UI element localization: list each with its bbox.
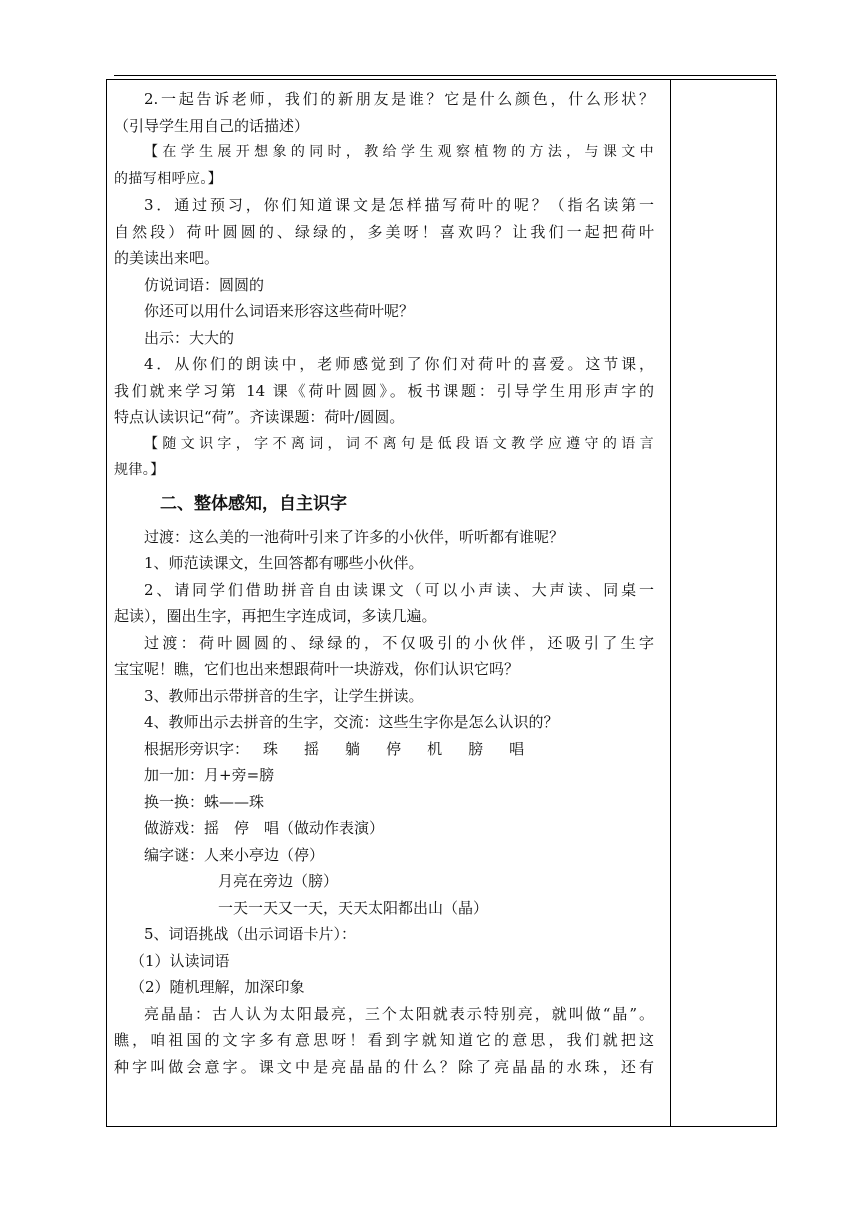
paragraph-line: 一天一天又一天，天天太阳都出山（晶） xyxy=(218,898,489,917)
paragraph-line: 2.一起告诉老师，我们的新朋友是谁？它是什么颜色，什么形状？ xyxy=(144,90,654,108)
lesson-plan-text xyxy=(114,86,654,1080)
paragraph-line: 4、教师出示去拼音的生字，交流：这些生字你是怎么认识的？ xyxy=(144,713,559,731)
paragraph-line: 瞧，咱祖国的文字多有意思呀！看到字就知道它的意思，我们就把这 xyxy=(114,1031,654,1049)
character-item: 停 xyxy=(386,739,402,758)
paragraph-line: 3、教师出示带拼音的生字，让学生拼读。 xyxy=(144,686,424,705)
word-games-section xyxy=(114,762,654,1080)
table-bottom-border xyxy=(106,1126,777,1127)
character-item: 珠 xyxy=(263,739,279,758)
paragraph-line: （2）随机理解，加深印象 xyxy=(130,978,305,996)
intro-section xyxy=(114,86,654,484)
paragraph-line: 月亮在旁边（膀） xyxy=(218,872,339,890)
table-left-border xyxy=(106,79,107,1127)
character-item: 膀 xyxy=(468,739,484,758)
paragraph-line: （1）认读词语 xyxy=(130,951,230,970)
paragraph-line: 编字谜：人来小亭边（停） xyxy=(144,845,325,864)
paragraph-line: 【在学生展开想象的同时，教给学生观察植物的方法，与课文中 xyxy=(144,144,654,160)
paragraph-line: 规律。】 xyxy=(114,462,165,478)
paragraph-line: 自然段）荷叶圆圆的、绿绿的，多美呀！喜欢吗？让我们一起把荷叶 xyxy=(114,222,654,241)
character-item: 摇 xyxy=(304,739,320,758)
character-item: 唱 xyxy=(509,739,525,758)
paragraph-line: 起读），圈出生字，再把生字连成词，多读几遍。 xyxy=(114,607,437,625)
top-rule xyxy=(114,75,776,76)
character-list-line xyxy=(114,736,654,763)
paragraph-line: 的描写相呼应。】 xyxy=(114,170,223,187)
paragraph-line: 出示：大大的 xyxy=(144,328,235,347)
paragraph-line: 5、词语挑战（出示词语卡片）： xyxy=(144,925,357,943)
paragraph-line: 种字叫做会意字。课文中是亮晶晶的什么？除了亮晶晶的水珠，还有 xyxy=(114,1057,654,1076)
paragraph-line: 4．从你们的朗读中，老师感觉到了你们对荷叶的喜爱。这节课， xyxy=(144,355,654,373)
paragraph-line: （引导学生用自己的话描述） xyxy=(114,116,310,135)
paragraph-line: 特点认读识记“荷”。齐读课题：荷叶/圆圆。 xyxy=(114,408,405,426)
character-item: 躺 xyxy=(345,739,361,758)
paragraph-line: 加一加：月+旁=膀 xyxy=(144,766,275,784)
paragraph-line: 我们就来学习第 14 课《荷叶圆圆》。板书课题：引导学生用形声字的 xyxy=(114,381,654,400)
paragraph-line: 2、请同学们借助拼音自由读课文（可以小声读、大声读、同桌一 xyxy=(144,580,654,599)
paragraph-line: 过渡：荷叶圆圆的、绿绿的，不仅吸引的小伙伴，还吸引了生字 xyxy=(144,633,654,652)
table-top-border xyxy=(106,79,777,80)
paragraph-line: 亮晶晶：古人认为太阳最亮，三个太阳就表示特别亮，就叫做“晶”。 xyxy=(144,1004,654,1023)
paragraph-line: 宝宝呢！瞧，它们也出来想跟荷叶一块游戏，你们认识它吗？ xyxy=(114,660,520,678)
paragraph-line: 1、师范读课文，生回答都有哪些小伙伴。 xyxy=(144,554,424,572)
paragraph-line: 你还可以用什么词语来形容这些荷叶呢？ xyxy=(144,302,415,320)
paragraph-line: 换一换：蛛——珠 xyxy=(144,792,265,811)
paragraph-line: 【随文识字，字不离词，词不离句是低段语文教学应遵守的语言 xyxy=(144,435,654,452)
column-divider xyxy=(670,79,671,1127)
literacy-section xyxy=(114,524,654,736)
character-list-label: 根据形旁识字： xyxy=(144,739,250,758)
section-heading: 二、整体感知，自主识字 xyxy=(160,493,347,514)
character-list xyxy=(263,736,550,763)
paragraph-line: 3．通过预习，你们知道课文是怎样描写荷叶的呢？（指名读第一 xyxy=(144,196,654,214)
paragraph-line: 做游戏：摇 停 唱（做动作表演） xyxy=(144,819,385,837)
paragraph-line: 仿说词语：圆圆的 xyxy=(144,275,265,294)
table-right-border xyxy=(776,79,777,1127)
paragraph-line: 的美读出来吧。 xyxy=(114,249,220,267)
character-item: 机 xyxy=(427,739,443,758)
paragraph-line: 过渡：这么美的一池荷叶引来了许多的小伙伴，听听都有谁呢？ xyxy=(144,527,565,546)
